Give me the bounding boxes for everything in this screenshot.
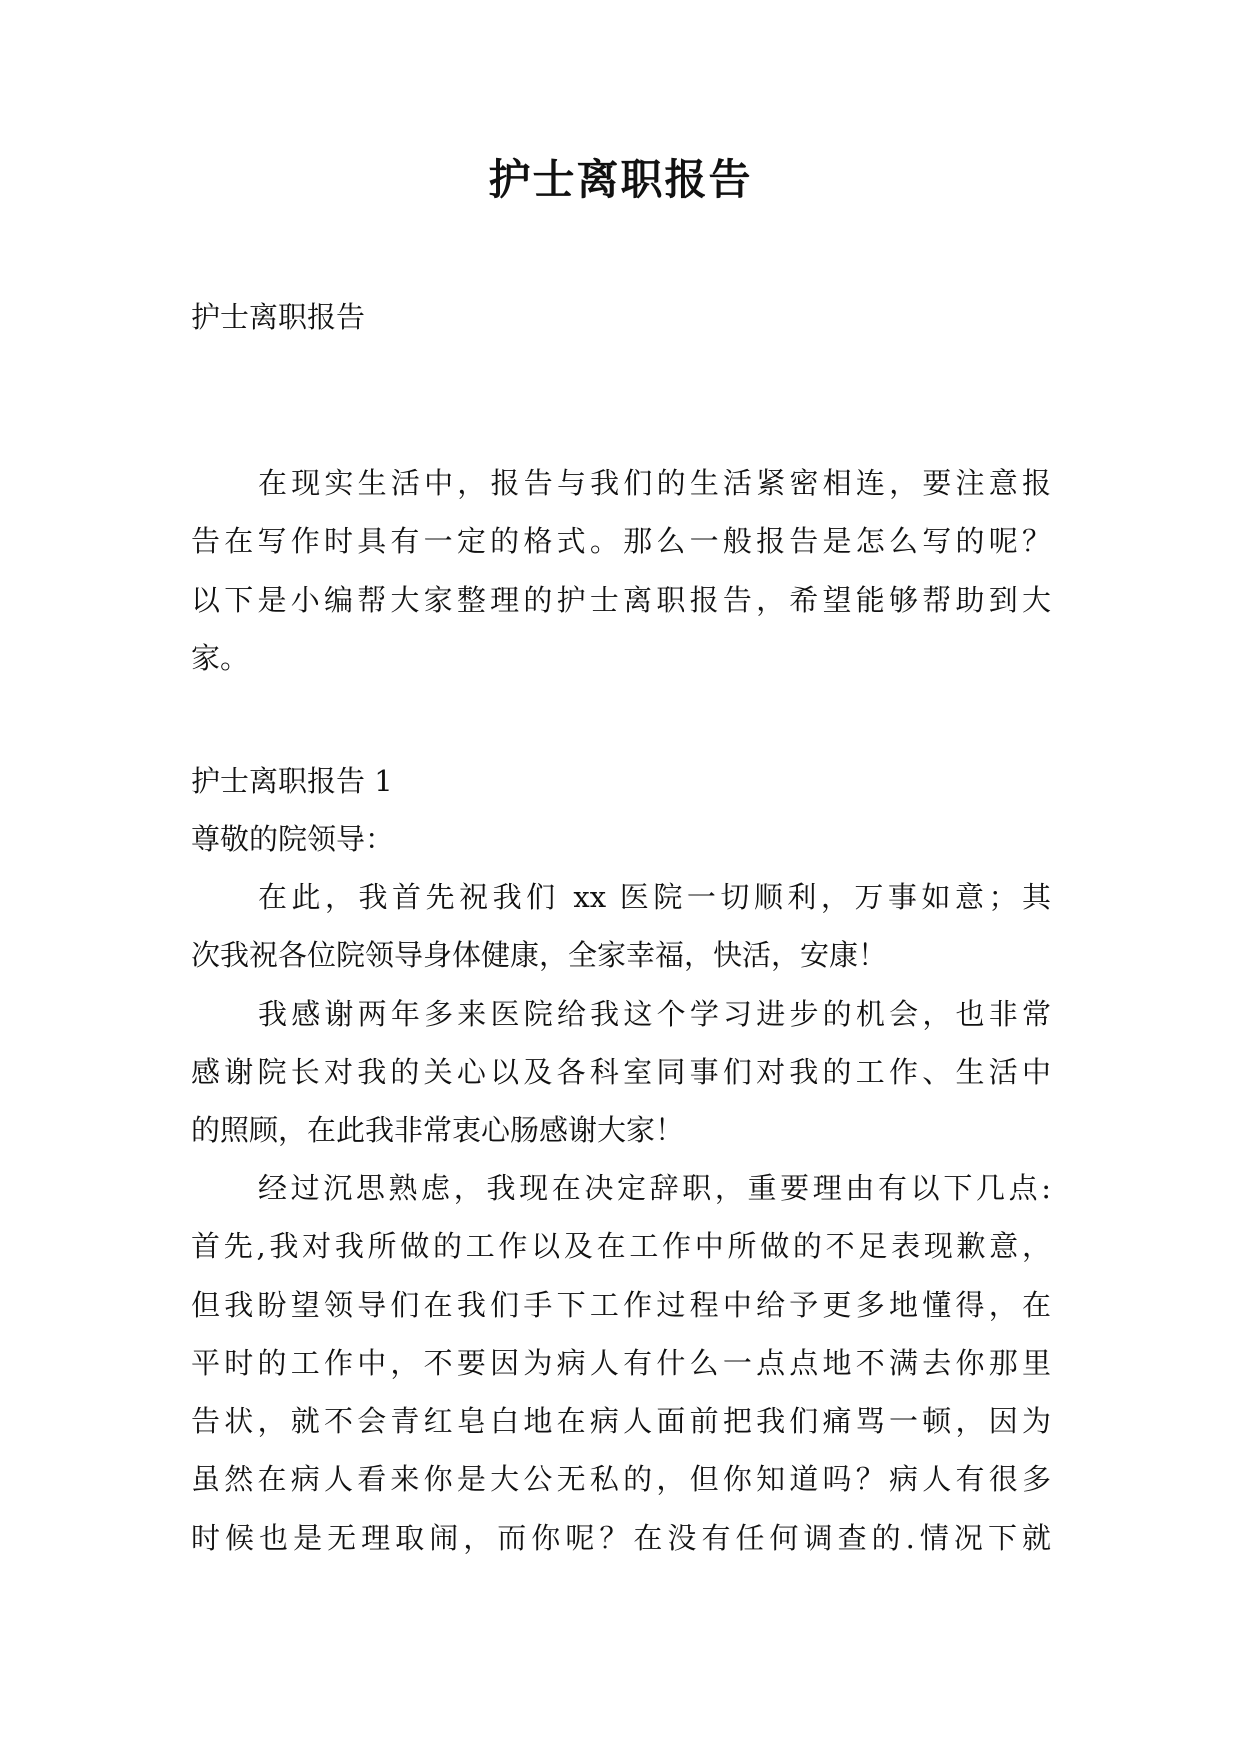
intro-line: 家。 [191, 641, 250, 675]
paragraph-line: 感谢院长对我的关心以及各科室同事们对我的工作、生活中 [191, 1055, 1051, 1089]
paragraph-line: 在此，我首先祝我们 xx 医院一切顺利，万事如意；其 [258, 880, 1051, 914]
salutation: 尊敬的院领导： [191, 822, 395, 856]
paragraph-line: 平时的工作中，不要因为病人有什么一点点地不满去你那里 [191, 1346, 1051, 1380]
intro-line: 告在写作时具有一定的格式。那么一般报告是怎么写的呢？ [191, 524, 1051, 558]
paragraph-line: 经过沉思熟虑，我现在决定辞职，重要理由有以下几点: [258, 1171, 1051, 1205]
paragraph-line: 告状，就不会青红皂白地在病人面前把我们痛骂一顿，因为 [191, 1404, 1051, 1438]
document-subtitle: 护士离职报告 [191, 300, 366, 334]
document-title: 护士离职报告 [488, 155, 753, 204]
paragraph-line: 虽然在病人看来你是大公无私的，但你知道吗？病人有很多 [191, 1462, 1051, 1496]
paragraph-line: 但我盼望领导们在我们手下工作过程中给予更多地懂得，在 [191, 1288, 1051, 1322]
intro-line: 以下是小编帮大家整理的护士离职报告，希望能够帮助到大 [191, 583, 1051, 617]
paragraph-line: 首先,我对我所做的工作以及在工作中所做的不足表现歉意， [191, 1229, 1051, 1263]
paragraph-line: 我感谢两年多来医院给我这个学习进步的机会，也非常 [258, 997, 1051, 1031]
paragraph-line: 的照顾，在此我非常衷心肠感谢大家！ [191, 1113, 685, 1147]
paragraph-line: 次我祝各位院领导身体健康，全家幸福，快活，安康！ [191, 938, 888, 972]
paragraph-line: 时候也是无理取闹，而你呢？在没有任何调查的.情况下就 [191, 1521, 1051, 1555]
section-heading: 护士离职报告 1 [191, 764, 393, 798]
intro-line: 在现实生活中，报告与我们的生活紧密相连，要注意报 [258, 466, 1051, 500]
